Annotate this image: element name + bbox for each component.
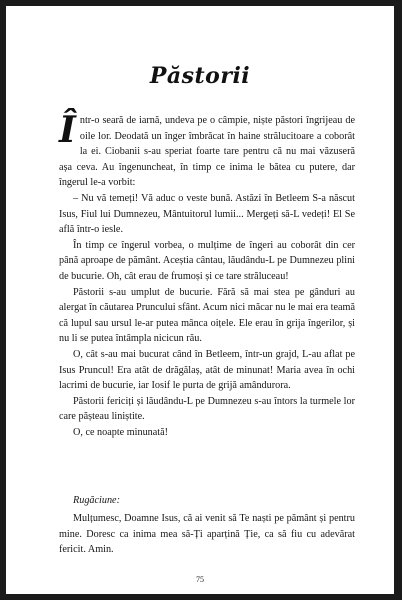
prayer-section <box>59 511 355 558</box>
paragraph-6: Păstorii fericiți și lăudându-L pe Dumnezeu s-au întors la turmele lor care pășteau liniștite. <box>59 395 355 423</box>
paragraph-2: – Nu vă temeți! Vă aduc o veste bună. Astăzi în Betleem S-a născut Isus, Fiul lui Dumnezeu, Mântuitorul lumii... Mergeți să-L vedeți! El Se află într-o iesle. <box>59 192 355 236</box>
paragraph-4: Păstorii s-au umplut de bucurie. Fără să mai stea pe gânduri au alergat în căutarea Pruncului sfânt. Acum nici măcar nu le mai era teamă că lupul sau ursul le-ar putea mânca oițele. Ele erau în grija îngerilor, și nu li se putea întâmpla nicicun rău. <box>59 286 355 345</box>
drop-cap: Î <box>59 109 76 151</box>
paragraph-1 <box>59 109 355 191</box>
paragraph-1-text: ntr-o seară de iarnă, undeva pe o câmpie, niște păstori îngrijeau de oile lor. Deodată un înger îmbrăcat în haine strălucitoare a coborât la ei. Ciobanii s-au speriat foarte tare pentru că nu mai văzuseră așa ceva. Au îngenuncheat, în timp ce inima le bătea cu putere, dar îngerul le-a vorbit: <box>59 115 355 189</box>
page-number: 75 <box>196 575 204 584</box>
paragraph-7: O, ce noapte minunată! <box>73 426 169 438</box>
page-title: Păstorii <box>149 63 251 89</box>
paragraph-5: O, cât s-au mai bucurat când în Betleem, într-un grajd, L-au aflat pe Isus Pruncul! Era atât de drăgălaș, atât de minunat! Maria avea în ochi lacrimi de bucurie, iar Iosif le purta de grijă amândurora. <box>59 348 355 392</box>
book-page <box>6 6 394 594</box>
paragraph-3: În timp ce îngerul vorbea, o mulțime de îngeri au coborât din cer până aproape de pământ. Aceștia cântau, lăudându-L pe Dumnezeu plini de bucurie. Oh, cât erau de frumoși și ce tare străluceau! <box>59 239 355 282</box>
prayer-heading: Rugăciune: <box>73 495 120 506</box>
story-text <box>59 109 355 440</box>
prayer-text: Mulțumesc, Doamne Isus, că ai venit să Te naști pe pământ și pentru mine. Doresc ca inima mea să-Ți aparțină Ție, ca să fiu cu adevărat fericit. Amin. <box>59 513 355 556</box>
